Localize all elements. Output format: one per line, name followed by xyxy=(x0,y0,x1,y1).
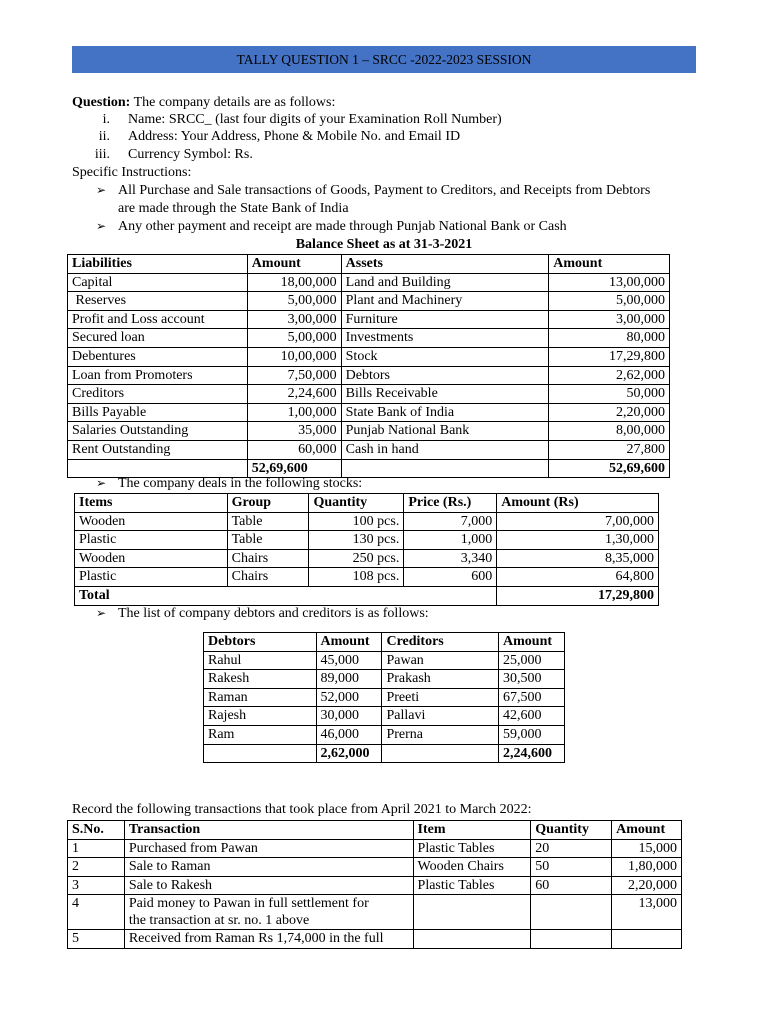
bullet-item xyxy=(96,218,567,235)
balance-sheet-title: Balance Sheet as at 31-3-2021 xyxy=(295,237,473,252)
column-header: Assets xyxy=(341,255,549,274)
transaction-text: Sale to Raman xyxy=(124,858,413,877)
liability-amount: 5,00,000 xyxy=(247,292,341,311)
total-liabilities: 52,69,600 xyxy=(247,459,341,478)
table-header-row xyxy=(68,821,682,840)
arrow-bullet-icon: ➢ xyxy=(96,606,107,620)
total-label: Total xyxy=(75,586,497,605)
asset-name: Land and Building xyxy=(341,273,549,292)
empty-cell xyxy=(204,744,317,763)
table-row xyxy=(204,725,565,744)
serial-number: 1 xyxy=(68,839,125,858)
stocks-table xyxy=(74,493,659,606)
transactions-intro: Record the following transactions that took place from April 2021 to March 2022: xyxy=(72,802,532,817)
debtor-amount: 30,000 xyxy=(316,707,382,726)
stock-amount: 1,30,000 xyxy=(497,531,659,550)
stock-item: Plastic xyxy=(75,531,228,550)
liability-name: Bills Payable xyxy=(68,403,248,422)
stock-group: Chairs xyxy=(227,549,309,568)
list-number: iii. xyxy=(94,147,110,162)
asset-amount: 27,800 xyxy=(549,440,670,459)
stock-item: Wooden xyxy=(75,512,228,531)
bullet-text: All Purchase and Sale transactions of Goods, Payment to Creditors, and Receipts from Debtors xyxy=(118,183,651,198)
transaction-amount: 15,000 xyxy=(612,839,682,858)
column-header: Transaction xyxy=(124,821,413,840)
creditor-name: Prakash xyxy=(382,670,499,689)
stock-quantity: 108 pcs. xyxy=(309,568,404,587)
table-header-row xyxy=(68,255,670,274)
creditor-amount: 42,600 xyxy=(499,707,565,726)
bullet-item xyxy=(96,182,650,199)
liability-amount: 7,50,000 xyxy=(247,366,341,385)
table-row xyxy=(68,895,682,930)
liability-amount: 3,00,000 xyxy=(247,310,341,329)
page-banner: TALLY QUESTION 1 – SRCC -2022-2023 SESSION xyxy=(72,46,696,73)
serial-number: 5 xyxy=(68,930,125,949)
stock-quantity: 250 pcs. xyxy=(309,549,404,568)
liability-amount: 60,000 xyxy=(247,440,341,459)
stock-price: 7,000 xyxy=(404,512,497,531)
liability-name: Loan from Promoters xyxy=(68,366,248,385)
transaction-item: Wooden Chairs xyxy=(413,858,531,877)
table-row xyxy=(75,512,659,531)
debtor-amount: 52,000 xyxy=(316,688,382,707)
transaction-text: Purchased from Pawan xyxy=(124,839,413,858)
list-item xyxy=(82,111,502,128)
liability-amount: 1,00,000 xyxy=(247,403,341,422)
total-creditors: 2,24,600 xyxy=(499,744,565,763)
specific-instructions-heading: Specific Instructions: xyxy=(72,165,192,180)
column-header: Quantity xyxy=(309,494,404,513)
liability-amount: 10,00,000 xyxy=(247,347,341,366)
table-row xyxy=(68,385,670,404)
bullet-item xyxy=(96,475,362,492)
debtor-amount: 89,000 xyxy=(316,670,382,689)
column-header: Quantity xyxy=(531,821,612,840)
debtor-amount: 46,000 xyxy=(316,725,382,744)
liability-name: Profit and Loss account xyxy=(68,310,248,329)
transaction-item xyxy=(413,895,531,930)
stock-group: Chairs xyxy=(227,568,309,587)
liability-name: Salaries Outstanding xyxy=(68,422,248,441)
list-item xyxy=(82,146,253,163)
asset-name: Stock xyxy=(341,347,549,366)
liability-name: Reserves xyxy=(68,292,248,311)
transactions-table xyxy=(67,820,682,949)
liability-name: Creditors xyxy=(68,385,248,404)
asset-name: Plant and Machinery xyxy=(341,292,549,311)
asset-amount: 5,00,000 xyxy=(549,292,670,311)
column-header: Debtors xyxy=(204,633,317,652)
table-row xyxy=(75,549,659,568)
empty-cell xyxy=(382,744,499,763)
question-label: Question: xyxy=(72,95,131,110)
asset-amount: 2,62,000 xyxy=(549,366,670,385)
table-total-row xyxy=(75,586,659,605)
bullet-text: The list of company debtors and creditors is as follows: xyxy=(118,606,429,621)
liability-name: Secured loan xyxy=(68,329,248,348)
creditor-amount: 30,500 xyxy=(499,670,565,689)
debtor-amount: 45,000 xyxy=(316,651,382,670)
liability-amount: 35,000 xyxy=(247,422,341,441)
asset-amount: 17,29,800 xyxy=(549,347,670,366)
column-header: Item xyxy=(413,821,531,840)
balance-sheet-table xyxy=(67,254,670,478)
arrow-bullet-icon: ➢ xyxy=(96,219,107,233)
creditor-name: Pawan xyxy=(382,651,499,670)
transaction-quantity: 60 xyxy=(531,876,612,895)
column-header: Group xyxy=(227,494,309,513)
transaction-amount xyxy=(612,930,682,949)
bullet-text: Any other payment and receipt are made through Punjab National Bank or Cash xyxy=(118,219,567,234)
column-header: Amount xyxy=(549,255,670,274)
asset-name: Debtors xyxy=(341,366,549,385)
debtors-creditors-table xyxy=(203,632,565,763)
serial-number: 2 xyxy=(68,858,125,877)
transaction-text: Sale to Rakesh xyxy=(124,876,413,895)
asset-amount: 2,20,000 xyxy=(549,403,670,422)
creditor-name: Prerna xyxy=(382,725,499,744)
question-intro-text: The company details are as follows: xyxy=(130,95,336,110)
empty-cell xyxy=(341,459,549,478)
asset-name: State Bank of India xyxy=(341,403,549,422)
transaction-amount: 1,80,000 xyxy=(612,858,682,877)
transaction-quantity xyxy=(531,930,612,949)
asset-amount: 8,00,000 xyxy=(549,422,670,441)
transaction-text: Received from Raman Rs 1,74,000 in the full xyxy=(124,930,413,949)
asset-name: Furniture xyxy=(341,310,549,329)
asset-amount: 3,00,000 xyxy=(549,310,670,329)
column-header: Amount xyxy=(612,821,682,840)
debtor-name: Rahul xyxy=(204,651,317,670)
table-row xyxy=(204,651,565,670)
bullet-continuation: are made through the State Bank of India xyxy=(118,201,349,216)
table-row xyxy=(68,876,682,895)
column-header: Amount xyxy=(247,255,341,274)
creditor-name: Pallavi xyxy=(382,707,499,726)
stock-amount: 8,35,000 xyxy=(497,549,659,568)
list-number: ii. xyxy=(98,129,110,144)
table-row xyxy=(68,347,670,366)
transaction-text-line: the transaction at sr. no. 1 above xyxy=(128,913,310,929)
debtor-name: Rajesh xyxy=(204,707,317,726)
table-row xyxy=(75,531,659,550)
column-header: Creditors xyxy=(382,633,499,652)
stock-group: Table xyxy=(227,531,309,550)
table-row xyxy=(204,707,565,726)
table-header-row xyxy=(75,494,659,513)
asset-amount: 80,000 xyxy=(549,329,670,348)
table-row xyxy=(68,930,682,949)
transaction-quantity: 50 xyxy=(531,858,612,877)
debtor-name: Raman xyxy=(204,688,317,707)
table-row xyxy=(68,422,670,441)
asset-amount: 13,00,000 xyxy=(549,273,670,292)
bullet-text: The company deals in the following stocks: xyxy=(118,476,363,491)
bullet-item xyxy=(96,605,429,622)
table-row xyxy=(68,858,682,877)
liability-name: Debentures xyxy=(68,347,248,366)
stock-quantity: 130 pcs. xyxy=(309,531,404,550)
asset-name: Investments xyxy=(341,329,549,348)
stock-price: 600 xyxy=(404,568,497,587)
serial-number: 4 xyxy=(68,895,125,930)
table-header-row xyxy=(204,633,565,652)
table-row xyxy=(68,310,670,329)
table-total-row xyxy=(204,744,565,763)
total-assets: 52,69,600 xyxy=(549,459,670,478)
transaction-text xyxy=(124,895,413,930)
creditor-name: Preeti xyxy=(382,688,499,707)
table-row xyxy=(204,688,565,707)
transaction-amount: 2,20,000 xyxy=(612,876,682,895)
arrow-bullet-icon: ➢ xyxy=(96,183,107,197)
column-header: Items xyxy=(75,494,228,513)
table-row xyxy=(68,273,670,292)
total-debtors: 2,62,000 xyxy=(316,744,382,763)
transaction-amount: 13,000 xyxy=(612,895,682,930)
column-header: S.No. xyxy=(68,821,125,840)
arrow-bullet-icon: ➢ xyxy=(96,476,107,490)
stock-quantity: 100 pcs. xyxy=(309,512,404,531)
table-row xyxy=(68,440,670,459)
column-header: Amount (Rs) xyxy=(497,494,659,513)
liability-amount: 2,24,600 xyxy=(247,385,341,404)
stock-price: 3,340 xyxy=(404,549,497,568)
total-amount: 17,29,800 xyxy=(497,586,659,605)
column-header: Amount xyxy=(499,633,565,652)
column-header: Amount xyxy=(316,633,382,652)
question-intro xyxy=(72,94,335,111)
transaction-item: Plastic Tables xyxy=(413,876,531,895)
transaction-quantity: 20 xyxy=(531,839,612,858)
list-item xyxy=(82,128,460,145)
asset-amount: 50,000 xyxy=(549,385,670,404)
stock-group: Table xyxy=(227,512,309,531)
table-row xyxy=(68,292,670,311)
creditor-amount: 67,500 xyxy=(499,688,565,707)
column-header: Liabilities xyxy=(68,255,248,274)
asset-name: Cash in hand xyxy=(341,440,549,459)
debtor-name: Rakesh xyxy=(204,670,317,689)
list-number: i. xyxy=(102,112,110,127)
table-row xyxy=(204,670,565,689)
table-row xyxy=(75,568,659,587)
creditor-amount: 25,000 xyxy=(499,651,565,670)
table-row xyxy=(68,403,670,422)
list-text: Name: SRCC_ (last four digits of your Examination Roll Number) xyxy=(128,112,502,127)
transaction-text-line: Paid money to Pawan in full settlement for xyxy=(128,896,369,912)
transaction-quantity xyxy=(531,895,612,930)
list-text: Currency Symbol: Rs. xyxy=(128,147,253,162)
liability-name: Capital xyxy=(68,273,248,292)
stock-amount: 64,800 xyxy=(497,568,659,587)
column-header: Price (Rs.) xyxy=(404,494,497,513)
asset-name: Bills Receivable xyxy=(341,385,549,404)
stock-item: Plastic xyxy=(75,568,228,587)
table-row xyxy=(68,329,670,348)
stock-item: Wooden xyxy=(75,549,228,568)
serial-number: 3 xyxy=(68,876,125,895)
table-row xyxy=(68,366,670,385)
stock-amount: 7,00,000 xyxy=(497,512,659,531)
liability-amount: 5,00,000 xyxy=(247,329,341,348)
creditor-amount: 59,000 xyxy=(499,725,565,744)
liability-name: Rent Outstanding xyxy=(68,440,248,459)
transaction-item xyxy=(413,930,531,949)
transaction-item: Plastic Tables xyxy=(413,839,531,858)
list-text: Address: Your Address, Phone & Mobile No. and Email ID xyxy=(128,129,461,144)
debtor-name: Ram xyxy=(204,725,317,744)
stock-price: 1,000 xyxy=(404,531,497,550)
asset-name: Punjab National Bank xyxy=(341,422,549,441)
table-row xyxy=(68,839,682,858)
liability-amount: 18,00,000 xyxy=(247,273,341,292)
